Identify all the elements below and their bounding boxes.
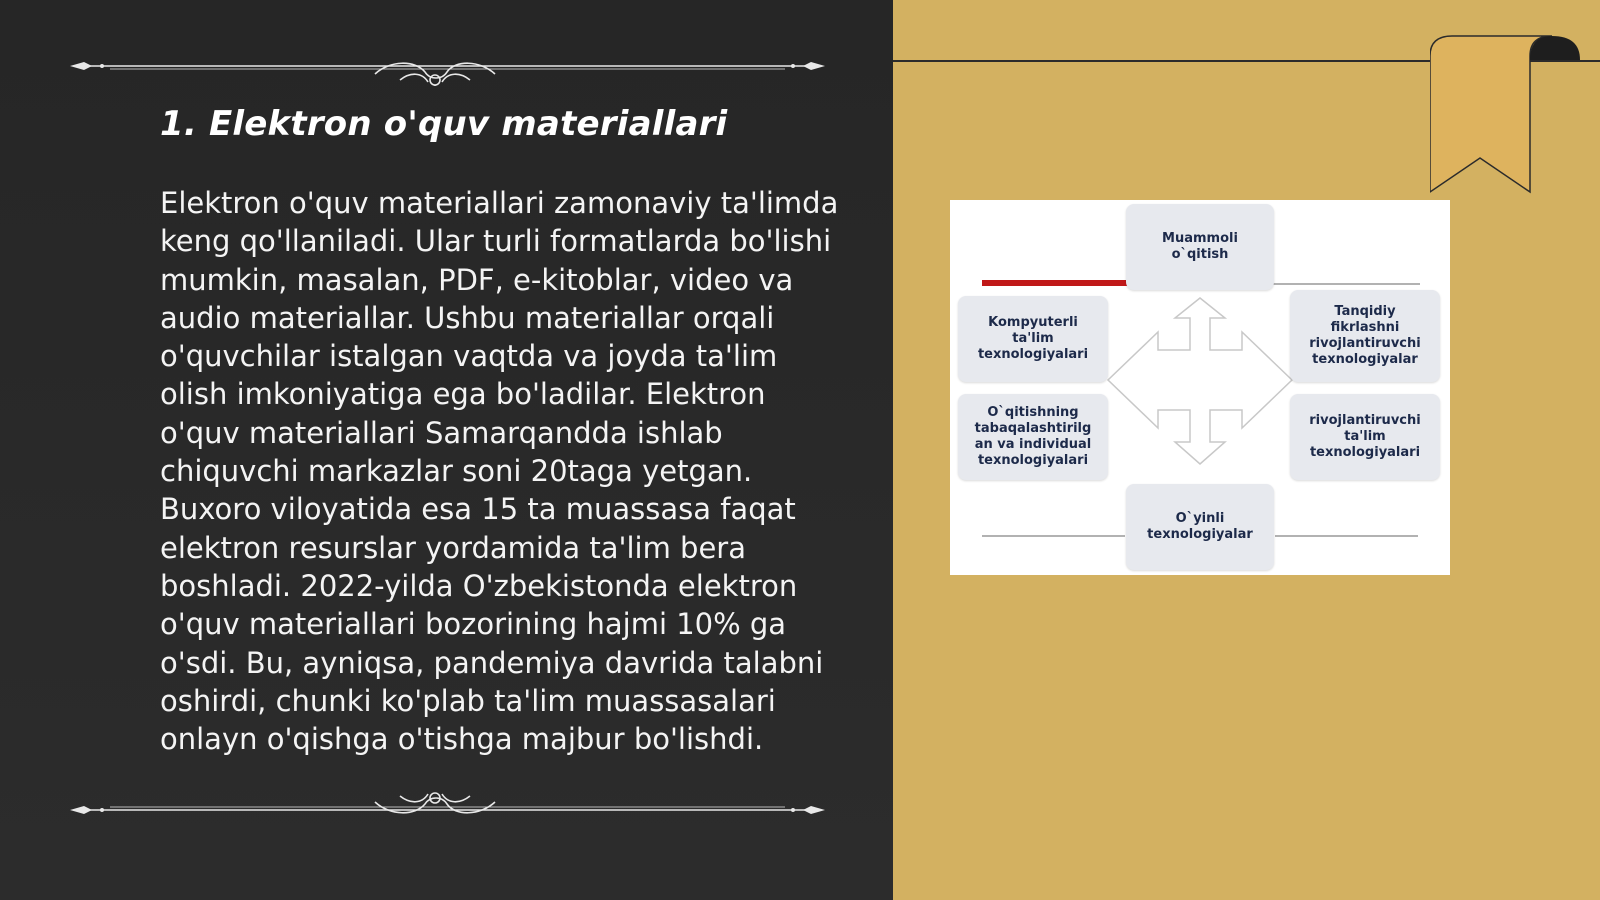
- node-developmental-learning: rivojlantiruvchi ta'lim texnologiyalari: [1290, 394, 1440, 480]
- diagram-red-bar: [982, 280, 1130, 286]
- slide-title: 1. Elektron o'quv materiallari: [160, 104, 728, 144]
- node-game-technologies: O`yinli texnologiyalar: [1126, 484, 1274, 570]
- technology-diagram: [950, 200, 1450, 575]
- node-differentiated-learning: O`qitishning tabaqalashtirilg an va individual texnologiyalari: [958, 394, 1108, 480]
- bookmark-ribbon-icon: [1430, 34, 1580, 202]
- node-critical-thinking: Tanqidiy fikrlashni rivojlantiruvchi texnologiyalar: [1290, 290, 1440, 382]
- top-ornament-divider: [70, 46, 825, 86]
- node-problem-learning: Muammoli o`qitish: [1126, 204, 1274, 290]
- slide-body-text: Elektron o'quv materiallari zamonaviy ta'limda keng qo'llaniladi. Ular turli formatlarda bo'lishi mumkin, masalan, PDF, e-kitoblar, video va audio materiallar. Ushbu materiallar orqali o'quvchilar istalgan vaqtda va joyda ta'lim olish imkoniyatiga ega bo'ladilar. Elektron o'quv materiallari Samarqandda ishlab chiquvchi markazlar soni 20taga yetgan. Buxoro viloyatida esa 15 ta muassasa faqat elektron resurslar yordamida ta'lim bera boshladi. 2022-yilda O'zbekistonda elektron o'quv materiallari bozorining hajmi 10% ga o'sdi. Bu, ayniqsa, pandemiya davrida talabni oshirdi, chunki ko'plab ta'lim muassasalari onlayn o'qishga o'tishga majbur bo'lishdi.: [160, 186, 839, 757]
- node-computer-learning: Kompyuterli ta'lim texnologiyalari: [958, 296, 1108, 382]
- bottom-ornament-divider: [70, 790, 825, 830]
